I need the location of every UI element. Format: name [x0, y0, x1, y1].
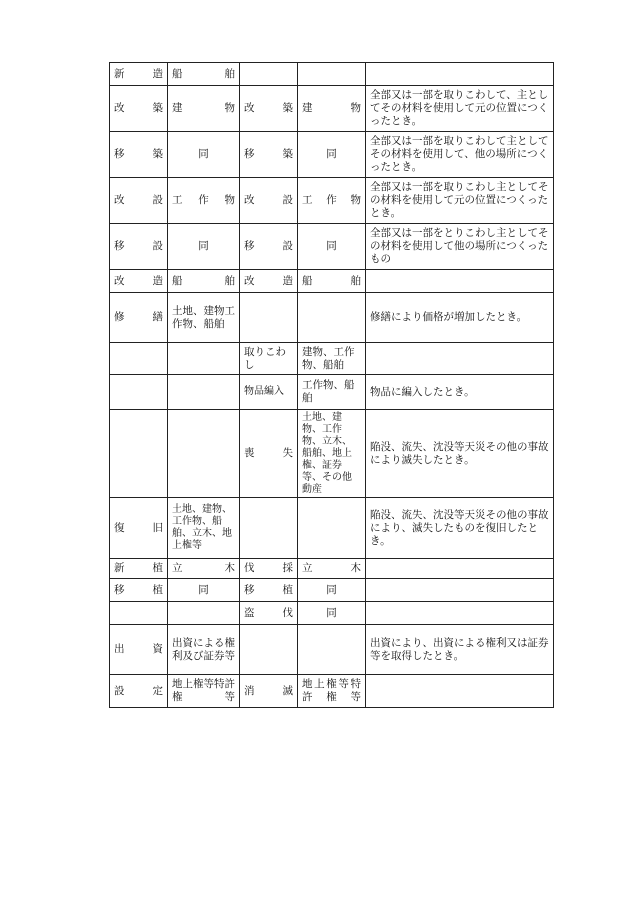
description-cell: [366, 270, 554, 293]
description-cell: [366, 559, 554, 579]
decrease-reason-cell: 改 設: [240, 178, 298, 224]
increase-reason-cell: 改 築: [110, 86, 168, 132]
description-cell: 物品に編入したとき。: [366, 375, 554, 410]
decrease-category-cell: [298, 293, 366, 343]
decrease-category-cell: 建物、工作物、船舶: [298, 343, 366, 375]
increase-category-cell: [168, 375, 240, 410]
increase-reason-cell: 出 資: [110, 625, 168, 675]
increase-category-cell: [168, 410, 240, 498]
description-cell: 全部又は一部を取りこわして、主としてその材料を使用して元の位置につくったとき。: [366, 86, 554, 132]
increase-category-cell: 同: [168, 579, 240, 602]
increase-reason-cell: 改 設: [110, 178, 168, 224]
increase-reason-cell: 修 繕: [110, 293, 168, 343]
description-cell: [366, 63, 554, 86]
increase-category-cell: 土地、建物、工作物、船舶、立木、地上権等: [168, 498, 240, 559]
increase-category-cell: 土地、建物工作物、船舶: [168, 293, 240, 343]
decrease-category-cell: 建 物: [298, 86, 366, 132]
decrease-category-cell: 工作物: [298, 178, 366, 224]
decrease-category-cell: 同: [298, 579, 366, 602]
table-row: [110, 675, 554, 708]
decrease-reason-cell: 移 設: [240, 224, 298, 270]
increase-reason-cell: [110, 410, 168, 498]
description-cell: [366, 602, 554, 625]
increase-reason-cell: 新 造: [110, 63, 168, 86]
decrease-category-cell: 船 舶: [298, 270, 366, 293]
table-row: [110, 270, 554, 293]
description-cell: 陥没、流失、沈没等天災その他の事故により滅失したとき。: [366, 410, 554, 498]
increase-reason-cell: [110, 375, 168, 410]
decrease-category-cell: [298, 63, 366, 86]
table-row: [110, 86, 554, 132]
table-row: [110, 498, 554, 559]
table-row: [110, 559, 554, 579]
table-row: [110, 293, 554, 343]
table-row: [110, 410, 554, 498]
increase-category-cell: 船 舶: [168, 270, 240, 293]
increase-category-cell: 建 物: [168, 86, 240, 132]
decrease-reason-cell: [240, 498, 298, 559]
decrease-category-cell: 工作物、船舶: [298, 375, 366, 410]
property-change-table: [109, 62, 554, 708]
increase-category-cell: 船 舶: [168, 63, 240, 86]
increase-reason-cell: 新 植: [110, 559, 168, 579]
decrease-reason-cell: [240, 625, 298, 675]
description-cell: 陥没、流失、沈没等天災その他の事故により、滅失したものを復旧したとき。: [366, 498, 554, 559]
decrease-reason-cell: 移 植: [240, 579, 298, 602]
table-row: [110, 224, 554, 270]
increase-reason-cell: 復 旧: [110, 498, 168, 559]
description-cell: [366, 675, 554, 708]
increase-category-cell: 同: [168, 132, 240, 178]
increase-category-cell: [168, 343, 240, 375]
increase-category-cell: 地上権等特許権等: [168, 675, 240, 708]
decrease-category-cell: [298, 625, 366, 675]
description-cell: 全部又は一部をとりこわし主としてその材料を使用して他の場所につくったもの: [366, 224, 554, 270]
decrease-reason-cell: 物品編入: [240, 375, 298, 410]
table-row: [110, 132, 554, 178]
description-cell: 出資により、出資による権利又は証券等を取得したとき。: [366, 625, 554, 675]
decrease-category-cell: 同: [298, 602, 366, 625]
increase-category-cell: 出資による権利及び証券等: [168, 625, 240, 675]
decrease-category-cell: [298, 498, 366, 559]
decrease-reason-cell: 盗 伐: [240, 602, 298, 625]
description-cell: 全部又は一部を取りこわし主としてその材料を使用して元の位置につくったとき。: [366, 178, 554, 224]
table-row: [110, 63, 554, 86]
description-cell: [366, 343, 554, 375]
increase-category-cell: 立 木: [168, 559, 240, 579]
table-row: [110, 178, 554, 224]
table-row: [110, 375, 554, 410]
increase-reason-cell: 移 植: [110, 579, 168, 602]
description-cell: 修繕により価格が増加したとき。: [366, 293, 554, 343]
increase-category-cell: 同: [168, 224, 240, 270]
decrease-category-cell: 地上権等特許権等: [298, 675, 366, 708]
table-row: [110, 579, 554, 602]
table-row: [110, 602, 554, 625]
decrease-category-cell: 土地、建物、工作物、立木、船舶、地上権、証券等、その他動産: [298, 410, 366, 498]
table-row: [110, 625, 554, 675]
description-cell: 全部又は一部を取りこわして主としてその材料を使用して、他の場所につくったとき。: [366, 132, 554, 178]
decrease-reason-cell: 伐 採: [240, 559, 298, 579]
increase-reason-cell: 移 設: [110, 224, 168, 270]
increase-reason-cell: [110, 602, 168, 625]
decrease-reason-cell: 消 滅: [240, 675, 298, 708]
decrease-reason-cell: 取りこわし: [240, 343, 298, 375]
decrease-category-cell: 同: [298, 224, 366, 270]
decrease-reason-cell: [240, 293, 298, 343]
increase-category-cell: 工作物: [168, 178, 240, 224]
decrease-reason-cell: 改 造: [240, 270, 298, 293]
increase-reason-cell: 設 定: [110, 675, 168, 708]
increase-reason-cell: 移 築: [110, 132, 168, 178]
increase-reason-cell: 改 造: [110, 270, 168, 293]
description-cell: [366, 579, 554, 602]
increase-category-cell: [168, 602, 240, 625]
table-row: [110, 343, 554, 375]
decrease-reason-cell: 喪 失: [240, 410, 298, 498]
decrease-reason-cell: [240, 63, 298, 86]
increase-reason-cell: [110, 343, 168, 375]
decrease-reason-cell: 改 築: [240, 86, 298, 132]
decrease-reason-cell: 移 築: [240, 132, 298, 178]
decrease-category-cell: 立 木: [298, 559, 366, 579]
decrease-category-cell: 同: [298, 132, 366, 178]
